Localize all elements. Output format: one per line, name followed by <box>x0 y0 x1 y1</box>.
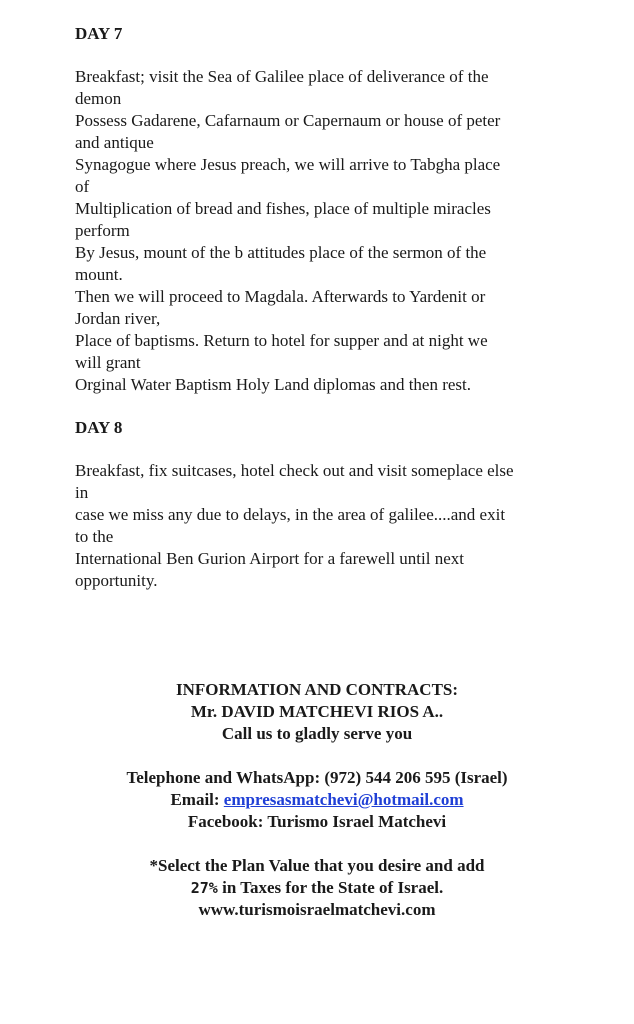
day7-line: Breakfast; visit the Sea of Galilee place of deliverance of the <box>75 67 489 86</box>
day7-line: demon <box>75 89 122 108</box>
day7-line: Possess Gadarene, Cafarnaum or Capernaum or house of peter <box>75 111 501 130</box>
day7-line: Orginal Water Baptism Holy Land diplomas and then rest. <box>75 375 472 394</box>
day8-line: International Ben Gurion Airport for a farewell until next <box>75 549 464 568</box>
website-line[interactable]: www.turismoisraelmatchevi.com <box>198 900 436 919</box>
day7-line: perform <box>75 221 130 240</box>
day8-body <box>75 460 575 592</box>
tax-percent: 27% <box>190 879 218 897</box>
contact-title: INFORMATION AND CONTRACTS: <box>175 680 459 699</box>
day7-line: mount. <box>75 265 123 284</box>
day7-line: of <box>75 177 90 196</box>
day7-body <box>75 66 575 396</box>
day7-line: Then we will proceed to Magdala. Afterwards to Yardenit or <box>75 287 486 306</box>
day7-line: Jordan river, <box>75 309 161 328</box>
day8-heading: DAY 8 <box>75 418 123 437</box>
day8-line: Breakfast, fix suitcases, hotel check out and visit someplace else <box>75 461 514 480</box>
day7-line: and antique <box>75 133 154 152</box>
tax-note-rest: in Taxes for the State of Israel. <box>217 878 444 897</box>
day7-line: Place of baptisms. Return to hotel for supper and at night we <box>75 331 488 350</box>
day8-line: in <box>75 483 89 502</box>
day8-line: case we miss any due to delays, in the area of galilee....and exit <box>75 505 506 524</box>
contact-block <box>0 679 634 745</box>
day7-heading: DAY 7 <box>75 24 123 43</box>
facebook-line: Facebook: Turismo Israel Matchevi <box>187 812 447 831</box>
email-link[interactable]: empresasmatchevi@hotmail.com <box>223 790 464 809</box>
day7-line: Multiplication of bread and fishes, place of multiple miracles <box>75 199 491 218</box>
tax-note <box>0 855 634 921</box>
email-line <box>0 789 634 811</box>
contact-name: Mr. DAVID MATCHEVI RIOS A.. <box>190 702 444 721</box>
tax-note-line2 <box>0 877 634 899</box>
day8-line: to the <box>75 527 114 546</box>
contact-tagline: Call us to gladly serve you <box>221 724 413 743</box>
day7-line: Synagogue where Jesus preach, we will arrive to Tabgha place <box>75 155 501 174</box>
tax-note-line1: *Select the Plan Value that you desire and add <box>149 856 485 875</box>
phone-line: Telephone and WhatsApp: (972) 544 206 595 (Israel) <box>126 768 508 787</box>
email-label: Email: <box>170 790 224 809</box>
day8-line: opportunity. <box>75 571 158 590</box>
contact-details <box>0 767 634 833</box>
day7-line: By Jesus, mount of the b attitudes place of the sermon of the <box>75 243 487 262</box>
day7-line: will grant <box>75 353 141 372</box>
